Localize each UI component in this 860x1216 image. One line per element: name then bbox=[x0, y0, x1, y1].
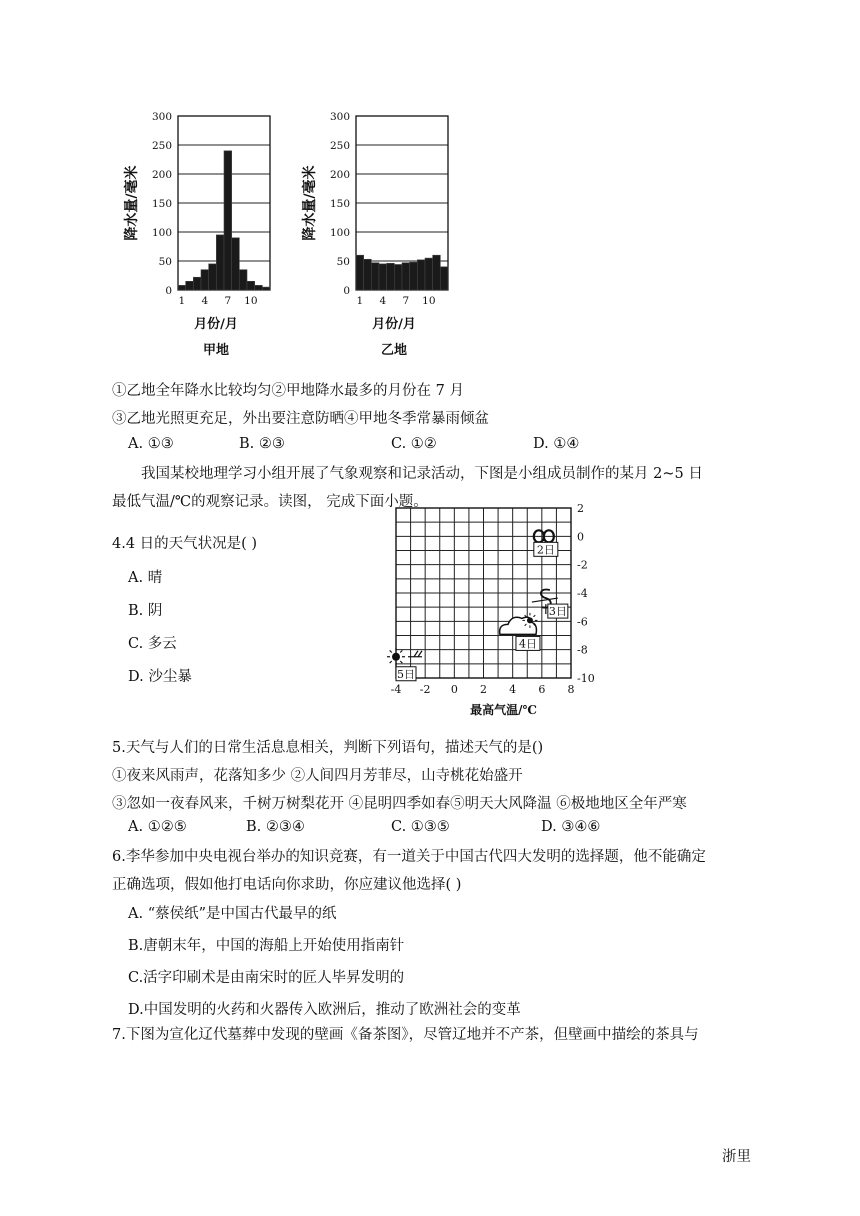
y-tick-label: 150 bbox=[151, 198, 172, 210]
q3-statement-1: ①乙地全年降水比较均匀②甲地降水最多的月份在 7 月 bbox=[112, 383, 464, 399]
weather-point-3日 bbox=[532, 589, 568, 618]
sun-ray bbox=[400, 650, 402, 652]
q4-stem: 4.4 日的天气状况是( ) bbox=[112, 536, 258, 552]
bar-month-2 bbox=[364, 259, 372, 290]
x-tick-label: 6 bbox=[538, 683, 546, 696]
weather-temp-chart bbox=[380, 496, 600, 726]
bar-month-5 bbox=[209, 264, 217, 290]
x-axis-label: 月份/月 bbox=[372, 317, 416, 332]
q5-option-c[interactable]: C. ①③⑤ bbox=[391, 819, 450, 835]
precip-chart-jia bbox=[120, 100, 280, 365]
sun-ray bbox=[400, 661, 402, 663]
y-tick-label: 100 bbox=[151, 227, 172, 239]
q5-option-b[interactable]: B. ②③④ bbox=[246, 819, 305, 835]
q6-stem-2: 正确选项，假如他打电话向你求助，你应建议他选择( ) bbox=[112, 877, 462, 893]
y-tick-label: 300 bbox=[329, 111, 350, 123]
q6-option-d[interactable]: D.中国发明的火药和火器传入欧洲后，推动了欧洲社会的变革 bbox=[128, 1002, 521, 1018]
y-tick-label: 0 bbox=[165, 285, 172, 297]
y-tick-label: -2 bbox=[577, 558, 588, 572]
bar-month-9 bbox=[417, 260, 425, 290]
q4-option-a[interactable]: A. 晴 bbox=[128, 570, 163, 586]
x-tick-label: -4 bbox=[390, 683, 402, 696]
bar-month-4 bbox=[379, 264, 387, 290]
sun-icon bbox=[392, 653, 400, 661]
day-label: 2日 bbox=[536, 543, 555, 557]
y-tick-label: 100 bbox=[329, 227, 350, 239]
weather-point-4日 bbox=[500, 613, 540, 651]
y-tick-label: -8 bbox=[577, 643, 588, 657]
x-axis-label: 最高气温/℃ bbox=[470, 703, 537, 717]
q3-option-a[interactable]: A. ①③ bbox=[128, 436, 174, 452]
x-tick-label: 2 bbox=[480, 683, 487, 696]
y-axis-label: 降水量/毫米 bbox=[302, 165, 318, 241]
q7-stem: 7.下图为宣化辽代墓葬中发现的壁画《备茶图》，尽管辽地并不产茶，但壁画中描绘的茶具与 bbox=[112, 1027, 699, 1043]
bar-month-1 bbox=[356, 255, 364, 290]
q5-option-d[interactable]: D. ③④⑥ bbox=[541, 819, 601, 835]
y-tick-label: 50 bbox=[336, 256, 350, 268]
bar-month-8 bbox=[410, 262, 418, 290]
day-label: 5日 bbox=[397, 667, 415, 681]
q3-option-c[interactable]: C. ①② bbox=[391, 436, 437, 452]
x-tick-label: 8 bbox=[567, 683, 575, 696]
sun-icon bbox=[527, 617, 533, 623]
q5-line-2: ③忽如一夜春风来，千树万树梨花开 ④昆明四季如春⑤明天大风降温 ⑥极地地区全年严寒 bbox=[112, 796, 687, 812]
precip-chart-yi bbox=[298, 100, 458, 365]
y-tick-label: 0 bbox=[343, 285, 350, 297]
y-tick-label: 250 bbox=[329, 140, 350, 152]
q5-stem: 5.天气与人们的日常生活息息相关，判断下列语句，描述天气的是() bbox=[112, 740, 544, 756]
bar-month-12 bbox=[262, 287, 270, 290]
sun-ray bbox=[390, 661, 392, 663]
chart-yidi bbox=[298, 100, 458, 365]
q5-option-a[interactable]: A. ①②⑤ bbox=[128, 819, 187, 835]
chart-jiadi bbox=[120, 100, 280, 365]
bar-month-6 bbox=[216, 235, 224, 290]
q3-option-d[interactable]: D. ①④ bbox=[533, 436, 580, 452]
chart-title: 甲地 bbox=[202, 343, 230, 358]
wind-barb bbox=[414, 651, 418, 657]
bar-month-3 bbox=[193, 277, 201, 290]
x-tick-label: 4 bbox=[201, 295, 209, 307]
q3-option-b[interactable]: B. ②③ bbox=[239, 436, 285, 452]
x-tick-label: 0 bbox=[450, 683, 458, 696]
x-tick-label: 4 bbox=[509, 683, 517, 696]
q3-statement-2: ③乙地光照更充足，外出要注意防晒④甲地冬季常暴雨倾盆 bbox=[112, 411, 489, 427]
bar-month-3 bbox=[371, 263, 379, 290]
y-tick-label: 2 bbox=[577, 502, 584, 515]
q4-option-c[interactable]: C. 多云 bbox=[128, 636, 177, 652]
weather-chart bbox=[380, 496, 600, 726]
q4-option-d[interactable]: D. 沙尘暴 bbox=[128, 669, 192, 685]
bar-month-7 bbox=[224, 151, 232, 290]
y-tick-label: 150 bbox=[329, 198, 350, 210]
bar-month-4 bbox=[201, 270, 209, 290]
x-axis-label: 月份/月 bbox=[194, 317, 238, 332]
intro-line-1: 我国某校地理学习小组开展了气象观察和记录活动，下图是小组成员制作的某月 2~5 日 bbox=[141, 466, 703, 482]
bar-month-5 bbox=[387, 263, 395, 290]
x-tick-label: 1 bbox=[178, 295, 186, 307]
x-tick-label: 4 bbox=[379, 295, 387, 307]
day-label: 3日 bbox=[548, 605, 567, 619]
weather-point-2日 bbox=[534, 530, 558, 556]
y-tick-label: -6 bbox=[577, 615, 588, 629]
intro-line-2: 最低气温/℃的观察记录。读图， 完成下面小题。 bbox=[112, 494, 428, 510]
bar-month-6 bbox=[394, 264, 402, 290]
y-tick-label: -4 bbox=[577, 587, 588, 600]
q6-option-b[interactable]: B.唐朝末年，中国的海船上开始使用指南针 bbox=[128, 938, 405, 954]
y-tick-label: 300 bbox=[151, 111, 172, 123]
x-tick-label: 10 bbox=[422, 295, 436, 307]
x-tick-label: 7 bbox=[224, 295, 232, 307]
bar-month-11 bbox=[255, 285, 263, 290]
y-tick-label: -10 bbox=[577, 672, 595, 685]
x-tick-label: -2 bbox=[419, 683, 431, 696]
sun-ray bbox=[390, 650, 392, 652]
bar-month-8 bbox=[232, 238, 240, 290]
q4-option-b[interactable]: B. 阴 bbox=[128, 603, 163, 619]
bar-month-1 bbox=[178, 285, 186, 290]
footer-text: 浙里 bbox=[722, 1149, 751, 1165]
bar-month-12 bbox=[440, 267, 448, 290]
bar-month-9 bbox=[239, 270, 247, 290]
chart-title: 乙地 bbox=[380, 343, 408, 358]
bar-month-10 bbox=[425, 258, 433, 290]
q6-option-c[interactable]: C.活字印刷术是由南宋时的匠人毕昇发明的 bbox=[128, 970, 405, 986]
y-tick-label: 200 bbox=[329, 169, 350, 181]
x-tick-label: 1 bbox=[356, 295, 364, 307]
x-tick-label: 10 bbox=[244, 295, 258, 307]
y-tick-label: 200 bbox=[151, 169, 172, 181]
y-tick-label: 0 bbox=[577, 530, 584, 544]
wind-barb bbox=[418, 651, 422, 657]
day-label: 4日 bbox=[518, 637, 537, 651]
q6-option-a[interactable]: A. “蔡侯纸”是中国古代最早的纸 bbox=[128, 906, 337, 922]
y-axis-label: 降水量/毫米 bbox=[124, 165, 140, 241]
q6-stem-1: 6.李华参加中央电视台举办的知识竞赛，有一道关于中国古代四大发明的选择题，他不能确定 bbox=[112, 849, 706, 865]
y-tick-label: 250 bbox=[151, 140, 172, 152]
bar-month-11 bbox=[433, 255, 441, 290]
y-tick-label: 50 bbox=[158, 256, 172, 268]
bar-month-7 bbox=[402, 263, 410, 290]
bar-month-2 bbox=[186, 281, 194, 290]
x-tick-label: 7 bbox=[402, 295, 410, 307]
sun-ray bbox=[533, 615, 535, 617]
q5-line-1: ①夜来风雨声，花落知多少 ②人间四月芳菲尽，山寺桃花始盛开 bbox=[112, 768, 523, 784]
bar-month-10 bbox=[247, 281, 255, 290]
